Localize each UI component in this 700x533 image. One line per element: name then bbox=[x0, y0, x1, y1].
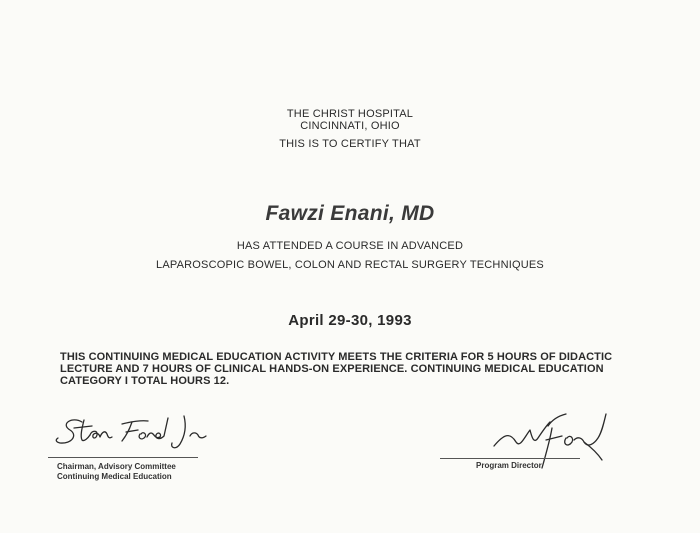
program-director-title: Program Director bbox=[476, 461, 542, 470]
institution-location: CINCINNATI, OHIO bbox=[300, 120, 400, 132]
course-line-1: HAS ATTENDED A COURSE IN ADVANCED bbox=[236, 240, 464, 252]
cme-statement-line-2: LECTURE AND 7 HOURS OF CLINICAL HANDS-ON EXPERIENCE. CONTINUING MEDICAL EDUCATION bbox=[60, 363, 604, 375]
program-director-signature bbox=[480, 408, 620, 483]
chairman-signature-line bbox=[48, 457, 198, 458]
cme-statement bbox=[60, 351, 660, 387]
course-line-2: LAPAROSCOPIC BOWEL, COLON AND RECTAL SURGERY TECHNIQUES bbox=[156, 259, 544, 271]
chairman-title: Chairman, Advisory Committee bbox=[57, 462, 176, 471]
chairman-signature bbox=[52, 410, 212, 460]
cme-statement-line-1: THIS CONTINUING MEDICAL EDUCATION ACTIVITY MEETS THE CRITERIA FOR 5 HOURS OF DIDACTIC bbox=[60, 351, 613, 363]
recipient-name: Fawzi Enani, MD bbox=[265, 202, 435, 225]
certify-statement: THIS IS TO CERTIFY THAT bbox=[279, 138, 421, 150]
chairman-title-dept: Continuing Medical Education bbox=[57, 472, 172, 481]
institution-name: THE CHRIST HOSPITAL bbox=[286, 108, 414, 120]
course-date: April 29-30, 1993 bbox=[288, 312, 412, 329]
program-director-signature-line bbox=[440, 458, 580, 459]
cme-statement-line-3: CATEGORY I TOTAL HOURS 12. bbox=[60, 375, 230, 387]
